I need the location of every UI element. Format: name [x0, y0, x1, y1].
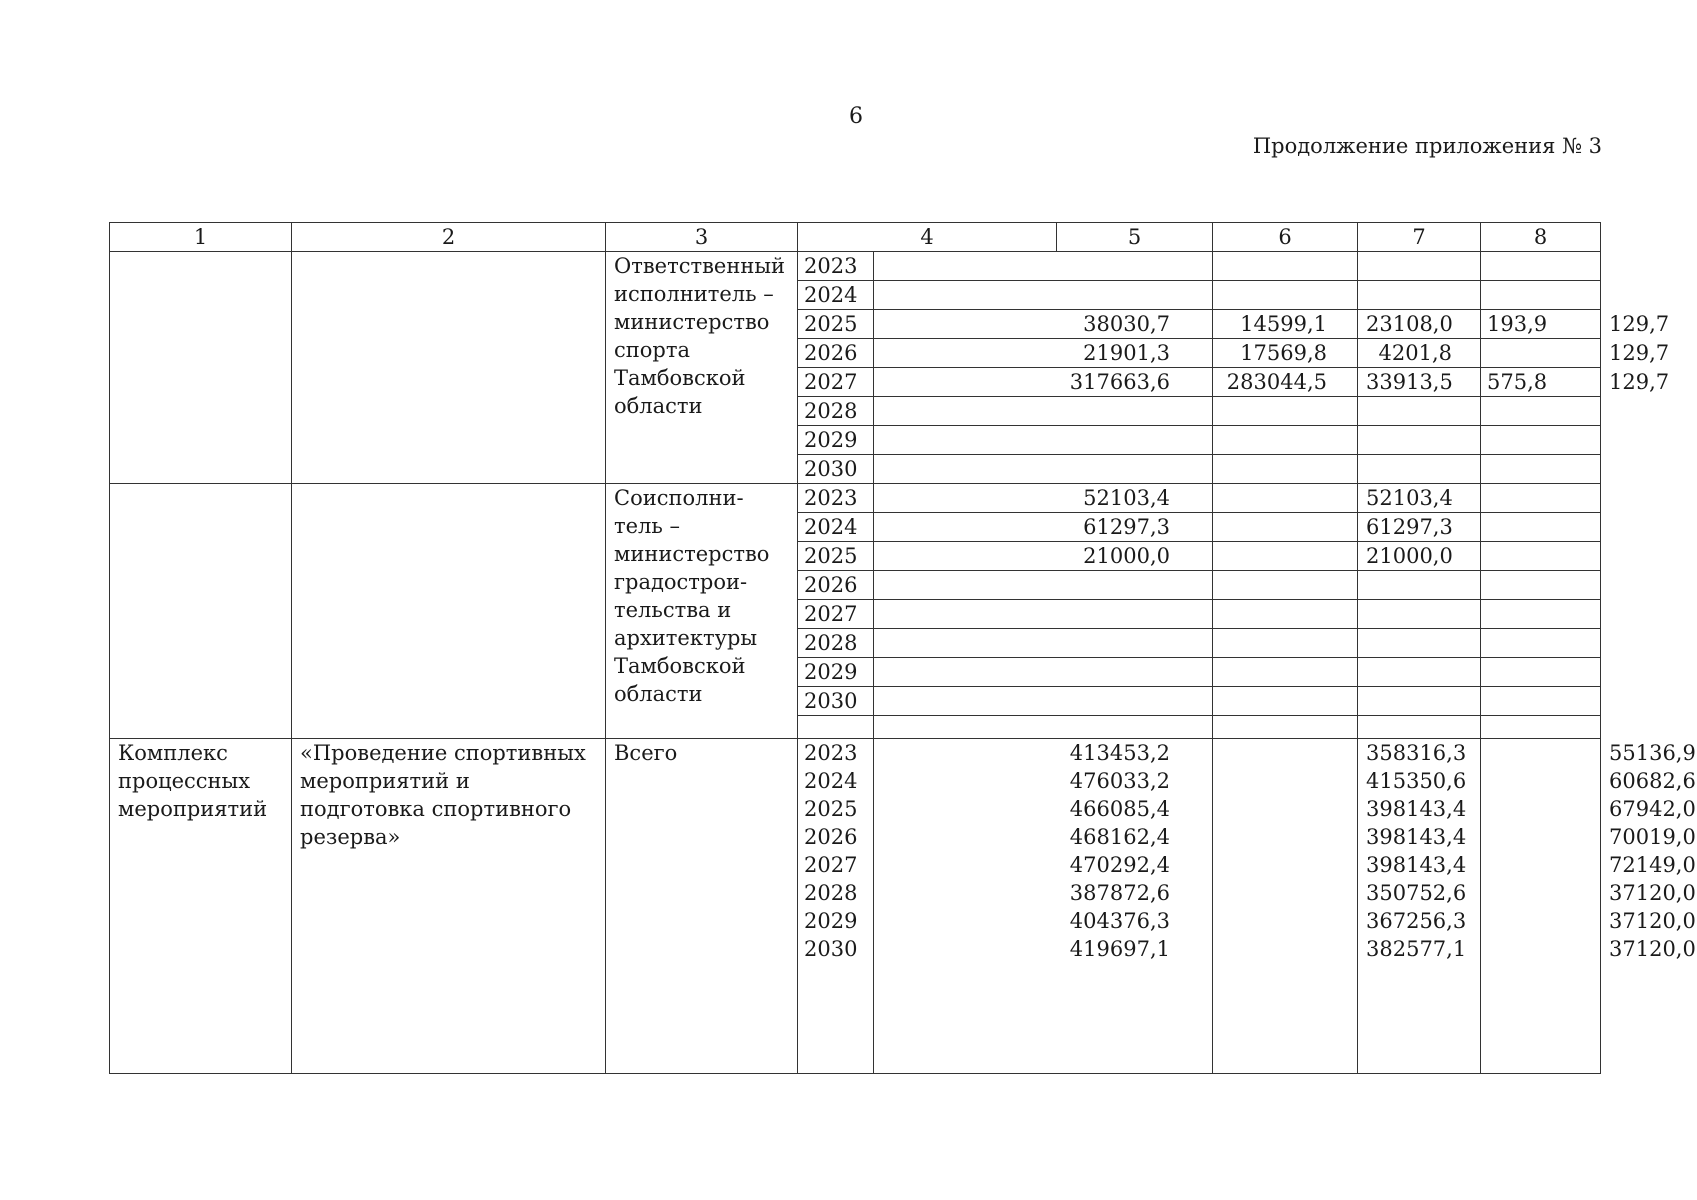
spacer-cell [1481, 716, 1601, 739]
col6-cell [1358, 629, 1481, 658]
col6-cell [1358, 281, 1481, 310]
col7-cell [1481, 767, 1601, 795]
col6-cell: 52103,4 [1358, 484, 1481, 513]
col5-cell [1213, 767, 1358, 795]
col7-cell [1481, 455, 1601, 484]
col4-cell [874, 426, 1213, 455]
program-type-cell: Комплекс процессных мероприятий [110, 739, 292, 1074]
table-row: 2030 419697,1 382577,1 37120,0 [110, 935, 1601, 963]
col7-cell [1481, 513, 1601, 542]
col5-cell [1213, 795, 1358, 823]
table-header-row [110, 223, 1601, 252]
col6-cell [1358, 571, 1481, 600]
col7-cell [1481, 795, 1601, 823]
col7-cell [1481, 687, 1601, 716]
year-cell: 2027 [798, 368, 874, 397]
col4-cell: 419697,1 [874, 935, 1213, 963]
table-row: 2026 21901,3 17569,8 4201,8 129,7 [110, 339, 1601, 368]
table-row [110, 252, 1601, 281]
col4-cell: 466085,4 [874, 795, 1213, 823]
year-cell: 2024 [798, 281, 874, 310]
col5-cell [1213, 252, 1358, 281]
col6-cell: 23108,0 [1358, 310, 1481, 339]
col7-cell [1481, 851, 1601, 879]
spacer-cell [1481, 963, 1601, 1074]
col5-cell [1213, 455, 1358, 484]
col5-cell [1213, 907, 1358, 935]
col6-cell [1358, 658, 1481, 687]
col7-cell [1481, 823, 1601, 851]
program-name-cell: «Проведение спортивных мероприятий и подготовка спортивного резерва» [292, 739, 606, 1074]
col6-cell: 398143,4 [1358, 795, 1481, 823]
year-cell: 2025 [798, 310, 874, 339]
col5-cell [1213, 397, 1358, 426]
col4-cell: 317663,6 [874, 368, 1213, 397]
col5-cell [1213, 571, 1358, 600]
col6-cell [1358, 252, 1481, 281]
col4-cell [874, 455, 1213, 484]
col7-cell [1481, 542, 1601, 571]
spacer-cell [874, 963, 1213, 1074]
appendix-caption: Продолжение приложения № 3 [1252, 134, 1602, 158]
col7-cell [1481, 571, 1601, 600]
col7-cell [1481, 879, 1601, 907]
col4-cell: 52103,4 [874, 484, 1213, 513]
col5-cell: 17569,8 [1213, 339, 1358, 368]
col7-cell [1481, 658, 1601, 687]
col7-cell [1481, 484, 1601, 513]
table-row: 2025 466085,4 398143,4 67942,0 [110, 795, 1601, 823]
col4-cell: 21901,3 [874, 339, 1213, 368]
col6-cell: 350752,6 [1358, 879, 1481, 907]
program-name-cell [292, 484, 606, 739]
col4-cell [874, 658, 1213, 687]
table-row [110, 484, 1601, 513]
year-cell: 2024 [798, 767, 874, 795]
col6-cell: 367256,3 [1358, 907, 1481, 935]
year-cell: 2023 [798, 484, 874, 513]
table-row: 2029 404376,3 367256,3 37120,0 [110, 907, 1601, 935]
col7-cell [1481, 907, 1601, 935]
year-cell: 2029 [798, 658, 874, 687]
col6-cell [1358, 600, 1481, 629]
program-type-cell [110, 252, 292, 484]
col4-cell [874, 600, 1213, 629]
col7-cell [1481, 397, 1601, 426]
col7-cell [1481, 339, 1601, 368]
table-row: 2025 38030,7 14599,1 23108,0 193,9 129,7 [110, 310, 1601, 339]
col6-cell: 398143,4 [1358, 851, 1481, 879]
col7-cell [1481, 629, 1601, 658]
col7-cell [1481, 600, 1601, 629]
col7-cell [1481, 426, 1601, 455]
page-number: 6 [849, 104, 863, 129]
year-cell: 2029 [798, 907, 874, 935]
year-cell: 2030 [798, 687, 874, 716]
col6-cell: 4201,8 [1358, 339, 1481, 368]
table-row: 2024 476033,2 415350,6 60682,6 [110, 767, 1601, 795]
col6-cell: 398143,4 [1358, 823, 1481, 851]
year-cell: 2028 [798, 879, 874, 907]
program-name-cell [292, 252, 606, 484]
col5-cell [1213, 542, 1358, 571]
spacer-cell [798, 963, 874, 1074]
col5-cell [1213, 687, 1358, 716]
header-cell: 2 [292, 223, 606, 252]
col6-cell: 61297,3 [1358, 513, 1481, 542]
table-row: 2026 468162,4 398143,4 70019,0 [110, 823, 1601, 851]
spacer-cell [874, 716, 1213, 739]
col5-cell [1213, 513, 1358, 542]
col6-cell: 415350,6 [1358, 767, 1481, 795]
col4-cell: 61297,3 [874, 513, 1213, 542]
funding-table [109, 222, 1696, 1074]
spacer-cell [1213, 716, 1358, 739]
col6-cell: 382577,1 [1358, 935, 1481, 963]
year-cell: 2025 [798, 795, 874, 823]
executor-cell: Всего [606, 739, 798, 1074]
table-row: 2027 317663,6 283044,5 33913,5 575,8 129,7 [110, 368, 1601, 397]
col6-cell: 358316,3 [1358, 739, 1481, 768]
program-type-cell [110, 484, 292, 739]
header-cell: 5 [1057, 223, 1213, 252]
col5-cell [1213, 823, 1358, 851]
col4-cell: 387872,6 [874, 879, 1213, 907]
spacer-cell [1358, 963, 1481, 1074]
col4-cell: 470292,4 [874, 851, 1213, 879]
col6-cell [1358, 687, 1481, 716]
col7-cell: 193,9 [1481, 310, 1601, 339]
col6-cell [1358, 397, 1481, 426]
col6-cell: 33913,5 [1358, 368, 1481, 397]
spacer-cell [1213, 963, 1358, 1074]
header-cell: 3 [606, 223, 798, 252]
col4-cell: 468162,4 [874, 823, 1213, 851]
table-row: Комплекс процессных мероприятий «Проведение спортивных мероприятий и подготовка спортивного резерва» Всего 2023 413453,2 358316,3 55136,9 [110, 739, 1601, 768]
col5-cell [1213, 739, 1358, 768]
col4-cell [874, 252, 1213, 281]
year-cell: 2029 [798, 426, 874, 455]
col5-cell: 283044,5 [1213, 368, 1358, 397]
year-cell: 2023 [798, 252, 874, 281]
executor-cell: Соисполни-тель – министерство градострои-тельства и архитектуры Тамбовской области [606, 484, 798, 739]
col5-cell [1213, 281, 1358, 310]
spacer-cell [1358, 716, 1481, 739]
table-row: 2027 470292,4 398143,4 72149,0 [110, 851, 1601, 879]
col6-cell: 21000,0 [1358, 542, 1481, 571]
year-cell: 2027 [798, 851, 874, 879]
col5-cell [1213, 629, 1358, 658]
year-cell: 2028 [798, 629, 874, 658]
header-cell: 7 [1358, 223, 1481, 252]
header-cell: 1 [110, 223, 292, 252]
col6-cell [1358, 455, 1481, 484]
col4-cell [874, 397, 1213, 426]
col5-cell: 14599,1 [1213, 310, 1358, 339]
col5-cell [1213, 879, 1358, 907]
col5-cell [1213, 600, 1358, 629]
col7-cell: 575,8 [1481, 368, 1601, 397]
col4-cell [874, 281, 1213, 310]
col4-cell: 413453,2 [874, 739, 1213, 768]
col5-cell [1213, 426, 1358, 455]
col5-cell [1213, 658, 1358, 687]
col7-cell [1481, 252, 1601, 281]
year-cell: 2030 [798, 455, 874, 484]
col5-cell [1213, 851, 1358, 879]
year-cell: 2028 [798, 397, 874, 426]
year-cell: 2026 [798, 339, 874, 368]
header-cell: 6 [1213, 223, 1358, 252]
col7-cell [1481, 739, 1601, 768]
col7-cell [1481, 281, 1601, 310]
col4-cell: 38030,7 [874, 310, 1213, 339]
col7-cell [1481, 935, 1601, 963]
executor-cell: Ответственный исполнитель – министерство спорта Тамбовской области [606, 252, 798, 484]
col4-cell [874, 571, 1213, 600]
col4-cell: 404376,3 [874, 907, 1213, 935]
col4-cell [874, 687, 1213, 716]
spacer-cell [798, 716, 874, 739]
year-cell: 2026 [798, 823, 874, 851]
col5-cell [1213, 935, 1358, 963]
year-cell: 2030 [798, 935, 874, 963]
header-cell: 8 [1481, 223, 1601, 252]
col5-cell [1213, 484, 1358, 513]
year-cell: 2023 [798, 739, 874, 768]
col4-cell: 476033,2 [874, 767, 1213, 795]
year-cell: 2027 [798, 600, 874, 629]
year-cell: 2025 [798, 542, 874, 571]
year-cell: 2024 [798, 513, 874, 542]
header-cell: 4 [798, 223, 1057, 252]
col4-cell: 21000,0 [874, 542, 1213, 571]
col4-cell [874, 629, 1213, 658]
table-row: 2028 387872,6 350752,6 37120,0 [110, 879, 1601, 907]
year-cell: 2026 [798, 571, 874, 600]
col6-cell [1358, 426, 1481, 455]
